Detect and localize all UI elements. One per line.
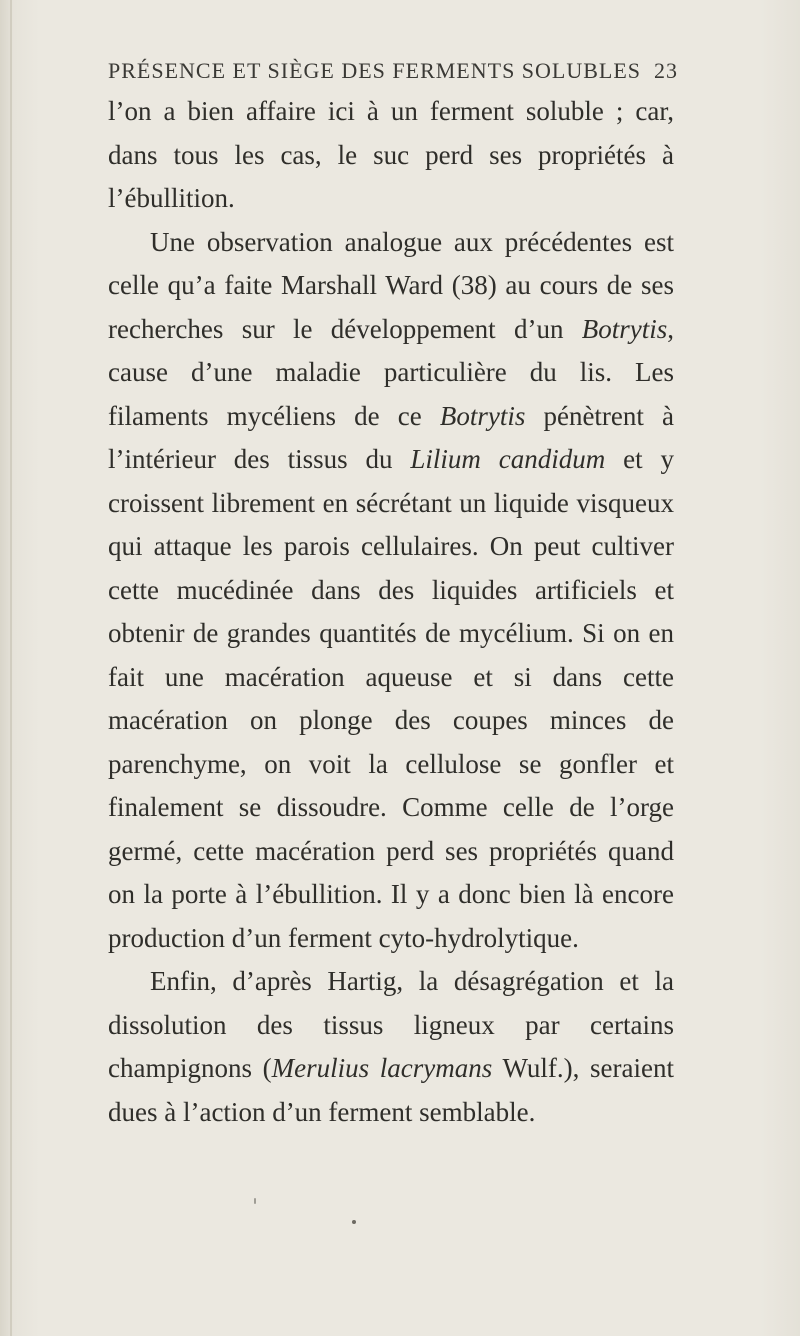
body-text [108,90,674,1134]
running-head [108,58,678,84]
taxon-name: Botrytis [581,313,668,344]
paragraph-2 [108,221,674,961]
paper-speck [352,1220,356,1224]
page-number: 23 [654,58,678,83]
running-head-title: PRÉSENCE ET SIÈGE DES FERMENTS SOLUBLES [108,58,642,83]
paragraph-2-text-a: Une observation analogue aux précédentes est celle qu’a faite Marshall Ward (38) au cours de ses recherches sur le développement d’un [108,226,674,344]
paragraph-3 [108,960,674,1134]
paper-speck [254,1198,256,1204]
paragraph-2-text-b: , cause d’une maladie particulière du lis. Les filaments mycéliens de ce [108,313,674,431]
taxon-name: Merulius lacrymans [271,1053,493,1083]
paragraph-3-text-a: Enfin, d’après Hartig, la désagrégation et la dissolution des tissus ligneux par certains champignons ( [108,966,674,1083]
taxon-name: Lilium candidum [410,444,606,474]
paragraph-2-text-c: pénètrent à l’intérieur des tissus du [108,400,674,474]
paragraph-3-text-b: Wulf.), seraient dues à l’action d’un ferment semblable. [108,1053,674,1127]
paragraph-1-text: l’on a bien affaire ici à un ferment soluble ; car, dans tous les cas, le suc perd ses propriétés à l’ébullition. [108,96,674,213]
paragraph-2-text-d: et y croissent librement en sécrétant un liquide visqueux qui attaque les parois cellulaires. On peut cultiver cette mucédinée dans des liquides artificiels et obtenir de grandes quantités de mycélium. Si on en fait une macération aqueuse et si dans cette macération on plonge des coupes minces de parenchyme, on voit la cellulose se gonfler et finalement se dissoudre. Comme celle de l’orge germé, cette macération perd ses propriétés quand on la porte à l’ébullition. Il y a donc bien là encore production d’un ferment cyto-hydrolytique. [108,444,674,953]
binding-gutter [10,0,12,1336]
taxon-name: Botrytis [439,400,526,431]
paragraph-1 [108,90,674,221]
